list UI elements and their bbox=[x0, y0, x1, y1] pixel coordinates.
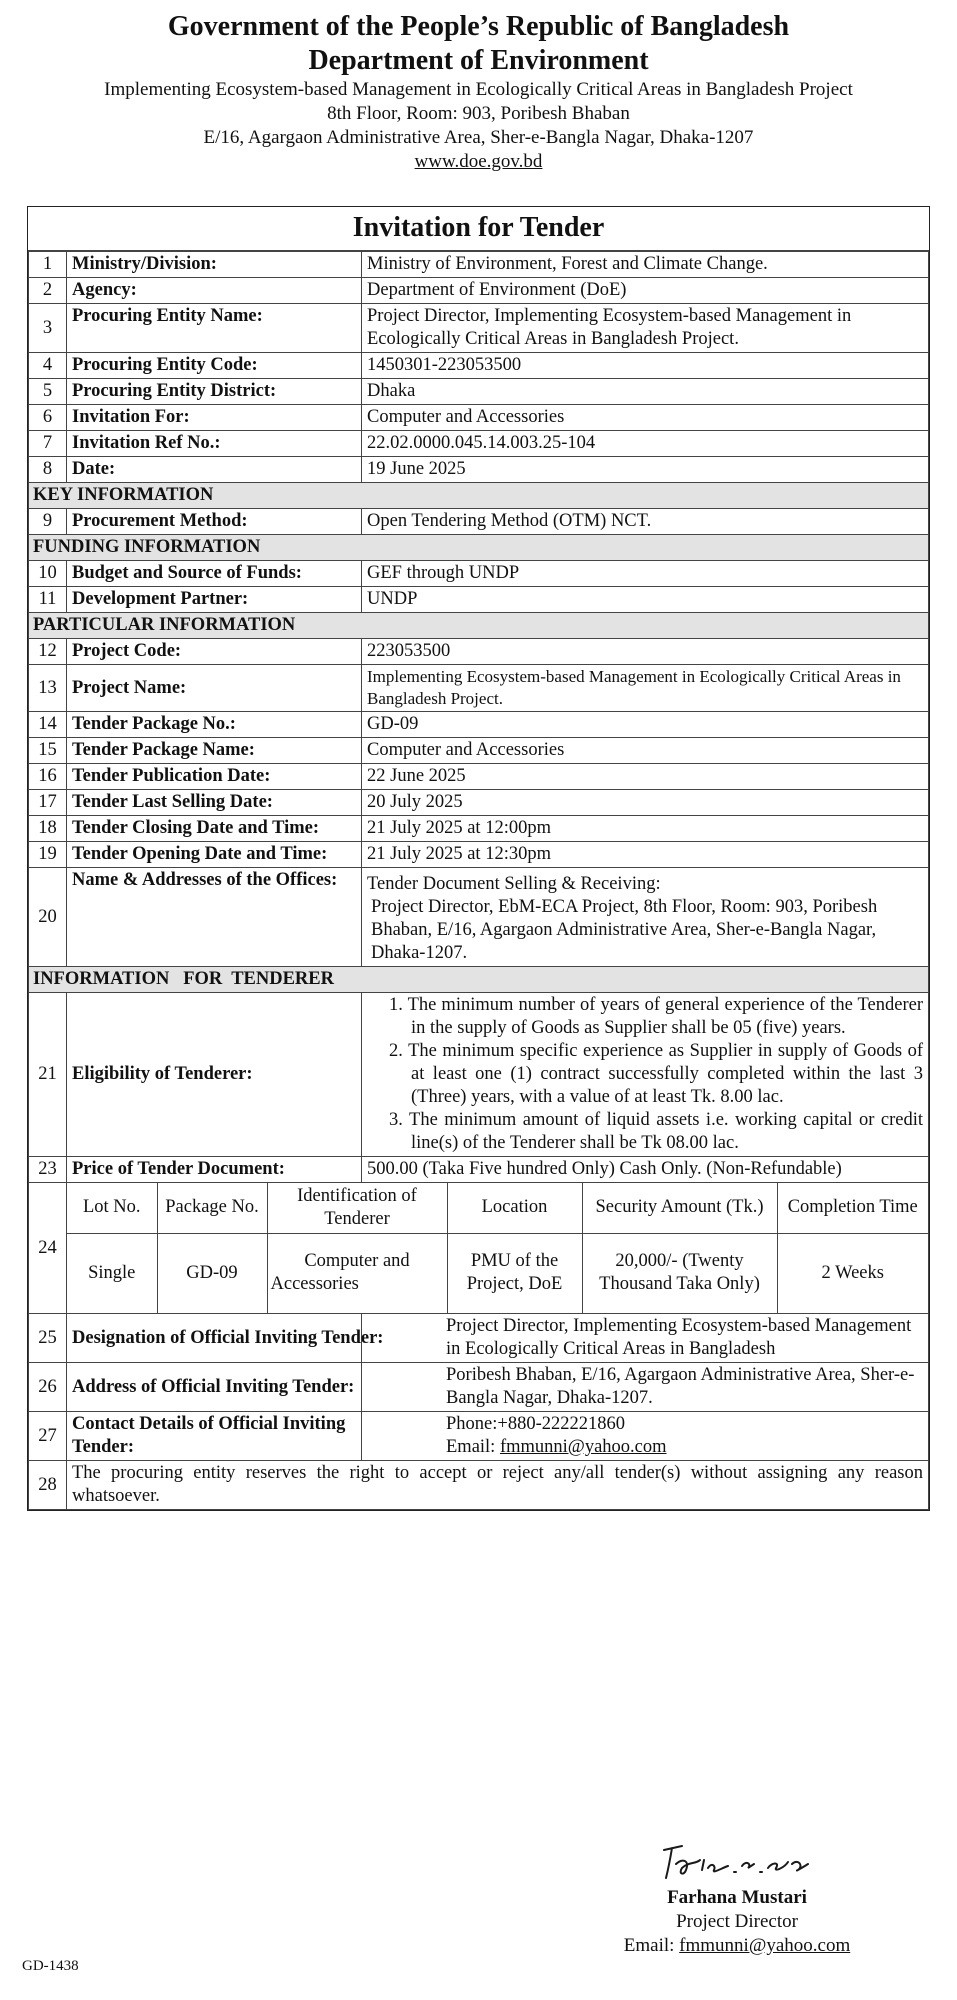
row-value: 1450301-223053500 bbox=[362, 353, 929, 379]
row-value: 20 July 2025 bbox=[362, 790, 929, 816]
row-number: 26 bbox=[29, 1363, 67, 1412]
section-heading: FUNDING INFORMATION bbox=[29, 535, 929, 561]
row-label: Tender Opening Date and Time: bbox=[67, 842, 362, 868]
lot-data-row bbox=[67, 1233, 928, 1313]
government-title: Government of the People’s Republic of Bangladesh bbox=[167, 11, 790, 42]
row-value: Computer and Accessories bbox=[362, 738, 929, 764]
row-label: Agency: bbox=[67, 278, 362, 304]
table-row bbox=[29, 379, 929, 405]
row-value: Project Director, Implementing Ecosystem-based Management in Ecologically Critical Areas in Bangladesh Project. bbox=[362, 304, 929, 353]
signatory-name: Farhana Mustari bbox=[667, 1887, 807, 1908]
contact-email-label: Email: bbox=[446, 1437, 500, 1457]
table-row bbox=[29, 353, 929, 379]
row-number: 17 bbox=[29, 790, 67, 816]
table-row bbox=[29, 993, 929, 1157]
office-heading: Tender Document Selling & Receiving: bbox=[367, 874, 661, 894]
document-header bbox=[0, 0, 957, 198]
lot-header-row bbox=[67, 1183, 928, 1233]
row-value: 19 June 2025 bbox=[362, 457, 929, 483]
table-row bbox=[29, 278, 929, 304]
document-code: GD-1438 bbox=[22, 1958, 79, 1974]
tender-table bbox=[28, 251, 929, 1510]
row-label: Procuring Entity Name: bbox=[67, 304, 362, 353]
table-row bbox=[29, 457, 929, 483]
row-number: 18 bbox=[29, 816, 67, 842]
tender-notice bbox=[27, 206, 930, 1511]
section-information-for-tenderer bbox=[29, 967, 929, 993]
table-row bbox=[29, 509, 929, 535]
row-value: 21 July 2025 at 12:30pm bbox=[362, 842, 929, 868]
row-number: 28 bbox=[29, 1461, 67, 1510]
row-value: 500.00 (Taka Five hundred Only) Cash Only. (Non-Refundable) bbox=[362, 1157, 929, 1183]
signatory-designation: Project Director bbox=[676, 1911, 798, 1932]
row-label: Budget and Source of Funds: bbox=[67, 561, 362, 587]
lot-header: Package No. bbox=[157, 1183, 267, 1233]
signatory-email-label: Email: bbox=[623, 1935, 680, 1956]
lot-cell: 2 Weeks bbox=[777, 1233, 928, 1313]
row-label: Ministry/Division: bbox=[67, 252, 362, 278]
row-number: 14 bbox=[29, 712, 67, 738]
contact-phone: Phone:+880-222221860 bbox=[446, 1414, 625, 1434]
row-number: 12 bbox=[29, 639, 67, 665]
table-row bbox=[29, 738, 929, 764]
table-row bbox=[29, 431, 929, 457]
row-value: Open Tendering Method (OTM) NCT. bbox=[362, 509, 929, 535]
section-funding-information bbox=[29, 535, 929, 561]
row-value: UNDP bbox=[362, 587, 929, 613]
tender-title: Invitation for Tender bbox=[28, 207, 929, 251]
lot-cell: Computer and Accessories bbox=[267, 1233, 447, 1313]
address-line: E/16, Agargaon Administrative Area, Sher-e-Bangla Nagar, Dhaka-1207 bbox=[203, 127, 754, 148]
row-label: Project Code: bbox=[67, 639, 362, 665]
table-row bbox=[29, 816, 929, 842]
row-label: Name & Addresses of the Offices: bbox=[67, 868, 362, 967]
lot-cell: Single bbox=[67, 1233, 157, 1313]
contact-email-line bbox=[446, 1436, 923, 1459]
row-label: Tender Last Selling Date: bbox=[67, 790, 362, 816]
list-item: 3. The minimum amount of liquid assets i.e. working capital or credit line(s) of the Tenderer shall be Tk 08.00 lac. bbox=[389, 1110, 923, 1153]
row-label: Tender Publication Date: bbox=[67, 764, 362, 790]
row-number: 7 bbox=[29, 431, 67, 457]
table-row bbox=[29, 842, 929, 868]
office-address: Project Director, EbM-ECA Project, 8th Floor, Room: 903, Poribesh Bhaban, E/16, Agargaon Administrative Area, Sher-e-Bangla Nagar, Dhaka-1207. bbox=[371, 897, 878, 963]
table-row-lot bbox=[29, 1183, 929, 1314]
row-label: Invitation Ref No.: bbox=[67, 431, 362, 457]
row-number: 24 bbox=[29, 1183, 67, 1314]
row-value bbox=[362, 1412, 929, 1461]
row-number: 19 bbox=[29, 842, 67, 868]
row-value: Implementing Ecosystem-based Management in Ecologically Critical Areas in Bangladesh Project. bbox=[362, 665, 929, 712]
row-value bbox=[362, 868, 929, 967]
row-number: 20 bbox=[29, 868, 67, 967]
row-label: Designation of Official Inviting Tender: bbox=[67, 1314, 362, 1363]
table-row bbox=[29, 1412, 929, 1461]
lot-header: Security Amount (Tk.) bbox=[582, 1183, 777, 1233]
lot-header: Location bbox=[447, 1183, 582, 1233]
table-row bbox=[29, 665, 929, 712]
floor-line: 8th Floor, Room: 903, Poribesh Bhaban bbox=[327, 103, 630, 124]
handwritten-signature bbox=[642, 1838, 832, 1886]
table-row bbox=[29, 1363, 929, 1412]
row-number: 16 bbox=[29, 764, 67, 790]
row-value: GD-09 bbox=[362, 712, 929, 738]
row-value: GEF through UNDP bbox=[362, 561, 929, 587]
row-number: 6 bbox=[29, 405, 67, 431]
row-value: 22.02.0000.045.14.003.25-104 bbox=[362, 431, 929, 457]
row-label: Procuring Entity District: bbox=[67, 379, 362, 405]
website-link[interactable]: www.doe.gov.bd bbox=[414, 151, 543, 172]
section-key-information bbox=[29, 483, 929, 509]
row-value: Ministry of Environment, Forest and Climate Change. bbox=[362, 252, 929, 278]
list-item: 2. The minimum specific experience as Supplier in supply of Goods of at least one (1) contract successfully completed within the last 3 (Three) years, with a value of at least Tk. 8.00 lac. bbox=[389, 1041, 923, 1107]
signatory-email-line bbox=[607, 1934, 867, 1958]
contact-email-link[interactable]: fmmunni@yahoo.com bbox=[499, 1437, 667, 1457]
row-label: Address of Official Inviting Tender: bbox=[67, 1363, 362, 1412]
lot-header: Lot No. bbox=[67, 1183, 157, 1233]
table-row bbox=[29, 304, 929, 353]
lot-table bbox=[67, 1183, 928, 1313]
table-row bbox=[29, 587, 929, 613]
project-line: Implementing Ecosystem-based Management in Ecologically Critical Areas in Bangladesh Project bbox=[104, 79, 853, 100]
row-value: 22 June 2025 bbox=[362, 764, 929, 790]
table-row bbox=[29, 252, 929, 278]
row-number: 13 bbox=[29, 665, 67, 712]
row-label: Tender Closing Date and Time: bbox=[67, 816, 362, 842]
row-number: 2 bbox=[29, 278, 67, 304]
row-label: Date: bbox=[67, 457, 362, 483]
row-label: Tender Package No.: bbox=[67, 712, 362, 738]
row-label: Development Partner: bbox=[67, 587, 362, 613]
row-number: 8 bbox=[29, 457, 67, 483]
row-number: 27 bbox=[29, 1412, 67, 1461]
table-row bbox=[29, 868, 929, 967]
disclaimer-text: The procuring entity reserves the right to accept or reject any/all tender(s) without assigning any reason whatsoever. bbox=[67, 1461, 929, 1510]
eligibility-list bbox=[362, 993, 929, 1157]
row-number: 10 bbox=[29, 561, 67, 587]
row-value: Poribesh Bhaban, E/16, Agargaon Administrative Area, Sher-e-Bangla Nagar, Dhaka-1207. bbox=[362, 1363, 929, 1412]
section-heading: KEY INFORMATION bbox=[29, 483, 929, 509]
row-label: Procurement Method: bbox=[67, 509, 362, 535]
lot-table-cell bbox=[67, 1183, 929, 1314]
section-heading: INFORMATION FOR TENDERER bbox=[29, 967, 929, 993]
section-particular-information bbox=[29, 613, 929, 639]
row-label: Price of Tender Document: bbox=[67, 1157, 362, 1183]
row-number: 1 bbox=[29, 252, 67, 278]
row-label: Contact Details of Official Inviting Tender: bbox=[67, 1412, 362, 1461]
row-label: Project Name: bbox=[67, 665, 362, 712]
row-value: Computer and Accessories bbox=[362, 405, 929, 431]
table-row bbox=[29, 1157, 929, 1183]
lot-cell: GD-09 bbox=[157, 1233, 267, 1313]
department-title: Department of Environment bbox=[308, 45, 649, 76]
row-value: 21 July 2025 at 12:00pm bbox=[362, 816, 929, 842]
row-label: Eligibility of Tenderer: bbox=[67, 993, 362, 1157]
row-label: Tender Package Name: bbox=[67, 738, 362, 764]
table-row bbox=[29, 712, 929, 738]
row-value: 223053500 bbox=[362, 639, 929, 665]
row-number: 21 bbox=[29, 993, 67, 1157]
table-row bbox=[29, 561, 929, 587]
table-row bbox=[29, 790, 929, 816]
table-row bbox=[29, 405, 929, 431]
section-heading: PARTICULAR INFORMATION bbox=[29, 613, 929, 639]
row-number: 9 bbox=[29, 509, 67, 535]
table-row bbox=[29, 1461, 929, 1510]
lot-header: Completion Time bbox=[777, 1183, 928, 1233]
table-row bbox=[29, 639, 929, 665]
lot-cell: 20,000/- (Twenty Thousand Taka Only) bbox=[582, 1233, 777, 1313]
row-number: 15 bbox=[29, 738, 67, 764]
row-value: Department of Environment (DoE) bbox=[362, 278, 929, 304]
row-label: Invitation For: bbox=[67, 405, 362, 431]
row-value: Dhaka bbox=[362, 379, 929, 405]
signature-block bbox=[607, 1838, 867, 1958]
row-number: 11 bbox=[29, 587, 67, 613]
row-number: 3 bbox=[29, 304, 67, 353]
signatory-email-link[interactable]: fmmunni@yahoo.com bbox=[679, 1935, 851, 1956]
lot-cell: PMU of the Project, DoE bbox=[447, 1233, 582, 1313]
lot-header: Identification of Tenderer bbox=[267, 1183, 447, 1233]
row-number: 23 bbox=[29, 1157, 67, 1183]
table-row bbox=[29, 1314, 929, 1363]
row-number: 4 bbox=[29, 353, 67, 379]
list-item: 1. The minimum number of years of general experience of the Tenderer in the supply of Goods as Supplier shall be 05 (five) years. bbox=[389, 995, 923, 1038]
row-label: Procuring Entity Code: bbox=[67, 353, 362, 379]
table-row bbox=[29, 764, 929, 790]
row-number: 25 bbox=[29, 1314, 67, 1363]
row-number: 5 bbox=[29, 379, 67, 405]
row-value: Project Director, Implementing Ecosystem-based Management in Ecologically Critical Areas in Bangladesh bbox=[362, 1314, 929, 1363]
